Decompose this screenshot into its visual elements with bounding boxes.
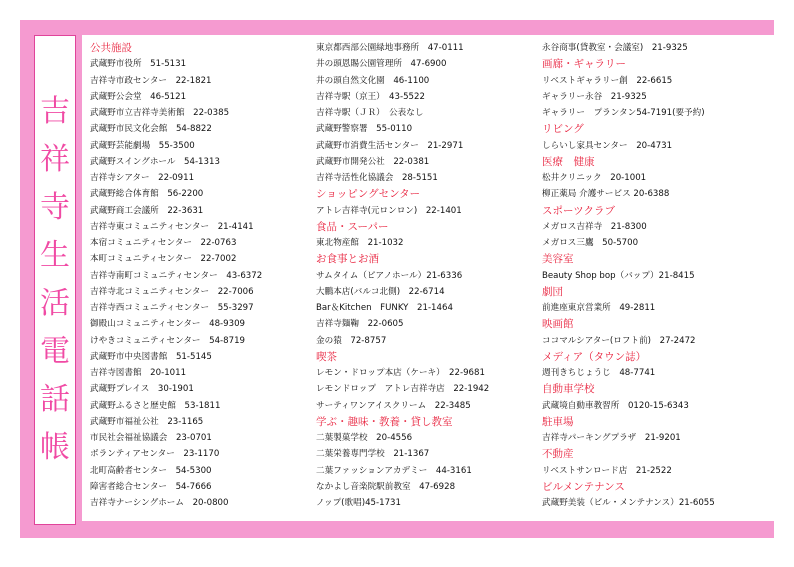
directory-entry: 吉祥寺図書館 20-1011 [90, 368, 187, 378]
directory-column-1 [90, 40, 318, 511]
directory-entry: 二葉栄養専門学校 21-1367 [316, 449, 430, 460]
category-heading: リビング [542, 123, 584, 136]
category-heading: 画廊・ギャラリー [542, 58, 626, 71]
category-heading: 医療 健康 [542, 155, 595, 168]
directory-entry: 武蔵野総合体育館 56-2200 [90, 189, 204, 200]
directory-entry: 前進座東京営業所 49-2811 [542, 303, 656, 313]
directory-entry: 武蔵野公会堂 46-5121 [90, 91, 187, 102]
directory-entry: 武蔵境自動車教習所 0120-15-6343 [542, 400, 689, 411]
directory-entry: ココマルシアター(ロフト前) 27-2472 [542, 335, 696, 346]
category-heading: スポーツクラブ [542, 204, 615, 217]
directory-entry: 吉祥寺麺鞠 22-0605 [316, 319, 404, 330]
directory-entry: 吉祥寺駅（ＪＲ） 公表なし [316, 108, 424, 118]
directory-entry: 障害者総合センター 54-7666 [90, 481, 212, 492]
directory-entry: サーティワンアイスクリーム 22-3485 [316, 400, 471, 411]
directory-entry: 柳正薬局 介護サービス 20-6388 [542, 189, 670, 200]
category-heading: 喫茶 [316, 350, 337, 363]
directory-entry: 武蔵野美装（ビル・メンテナンス）21-6055 [542, 498, 715, 508]
title-char: 活 [40, 286, 70, 321]
category-heading: 公共施設 [90, 42, 132, 54]
directory-entry: 武蔵野ふるさと歴史館 53-1811 [90, 400, 221, 411]
category-heading: 食品・スーパー [316, 220, 389, 233]
directory-entry: 武蔵野市民文化会館 54-8822 [90, 124, 212, 135]
category-heading: 不動産 [542, 448, 574, 461]
directory-entry: 武蔵野市中央図書館 51-5145 [90, 351, 212, 362]
category-heading: お食事とお酒 [316, 253, 379, 266]
directory-entry: 武蔵野市役所 51-5131 [90, 59, 187, 70]
directory-entry: 武蔵野市福祉公社 23-1165 [90, 416, 204, 427]
directory-entry: 東京都西部公園緑地事務所 47-0111 [316, 43, 464, 53]
vertical-title [34, 35, 76, 525]
directory-entry: 吉祥寺北コミュニティセンター 22-7006 [90, 286, 254, 297]
directory-entry: 東北物産館 21-1032 [316, 238, 404, 248]
directory-entry: 金の猿 72-8757 [316, 335, 387, 346]
directory-entry: 永谷商事(貸教室・会議室) 21-9325 [542, 43, 688, 53]
directory-entry: 武蔵野市開発公社 22-0381 [316, 156, 430, 167]
category-heading: 自動車学校 [542, 383, 595, 396]
directory-entry: 大鵬本店(バルコ北側) 22-6714 [316, 286, 445, 297]
directory-entry: 吉祥寺シアター 22-0911 [90, 173, 195, 183]
directory-entry: 二葉ファッションアカデミー 44-3161 [316, 465, 472, 476]
directory-entry: 御殿山コミュニティセンター 48-9309 [90, 319, 246, 330]
directory-entry: 武蔵野芸能劇場 55-3500 [90, 140, 195, 151]
title-char: 帳 [40, 430, 70, 465]
title-char: 生 [40, 238, 70, 273]
directory-entry: ボランティアセンター 23-1170 [90, 449, 220, 460]
directory-entry: 井の頭恩賜公園管理所 47-6900 [316, 59, 447, 70]
directory-entry: 吉祥寺西コミュニティセンター 55-3297 [90, 303, 254, 313]
directory-entry: 武蔵野警察署 55-0110 [316, 124, 413, 135]
directory-entry: 武蔵野市立吉祥寺美術館 22-0385 [90, 108, 230, 118]
directory-entry: サムタイム（ピアノホール）21-6336 [316, 270, 463, 281]
category-heading: 映画館 [542, 318, 574, 331]
directory-entry: 井の頭自然文化園 46-1100 [316, 75, 430, 86]
category-heading: ショッピングセンター [316, 188, 421, 201]
directory-entry: レモン・ドロップ本店（ケーキ） 22-9681 [316, 368, 485, 378]
category-heading: 学ぶ・趣味・教養・貸し教室 [316, 415, 453, 428]
title-char: 電 [40, 334, 70, 369]
directory-entry: 市民社会福祉協議会 23-0701 [90, 433, 212, 443]
directory-entry: 吉祥寺東コミュニティセンター 21-4141 [90, 221, 254, 232]
directory-entry: 本宿コミュニティセンター 22-0763 [90, 238, 237, 248]
directory-entry: リベストサンロード店 21-2522 [542, 465, 672, 476]
directory-entry: 武蔵野商工会議所 22-3631 [90, 205, 204, 216]
directory-entry: しらいし家具センター 20-4731 [542, 140, 673, 151]
category-heading: 劇団 [542, 285, 563, 298]
directory-entry: 武蔵野プレイス 30-1901 [90, 384, 194, 395]
directory-entry: メガロス三鷹 50-5700 [542, 238, 639, 248]
title-char: 寺 [40, 190, 70, 225]
category-heading: 駐車場 [542, 415, 574, 428]
directory-entry: ギャラリー プランタン54-7191(要予約) [542, 108, 705, 118]
directory-entry: 週刊きちじょうじ 48-7741 [542, 368, 656, 378]
directory-entry: 武蔵野スイングホール 54-1313 [90, 156, 220, 167]
directory-column-3 [542, 40, 770, 511]
directory-entry: 吉祥寺駅（京王） 43-5522 [316, 91, 425, 102]
directory-entry: 吉祥寺パーキングプラザ 21-9201 [542, 433, 681, 443]
directory-entry: 吉祥寺市政センター 22-1821 [90, 75, 212, 86]
directory-entry: ギャラリー永谷 21-9325 [542, 91, 647, 102]
directory-entry: 二葉製菓学校 20-4556 [316, 433, 413, 443]
directory-entry: 本町コミュニティセンター 22-7002 [90, 254, 237, 265]
directory-entry: Bar＆Kitchen FUNKY 21-1464 [316, 303, 453, 313]
directory-entry: Beauty Shop bop（バップ）21-8415 [542, 270, 695, 281]
directory-entry: 北町高齢者センター 54-5300 [90, 465, 212, 476]
directory-entry: けやきコミュニティセンター 54-8719 [90, 335, 246, 346]
directory-column-2 [316, 40, 544, 511]
title-char: 話 [40, 382, 70, 417]
directory-entry: リベストギャラリー創 22-6615 [542, 75, 673, 86]
directory-content [82, 35, 774, 521]
directory-entry: ノップ(歌唱)45-1731 [316, 498, 401, 508]
title-char: 吉 [40, 94, 70, 129]
directory-entry: 吉祥寺南町コミュニティセンター 43-6372 [90, 270, 263, 281]
category-heading: ビルメンテナンス [542, 480, 625, 493]
category-heading: メディア（タウン誌） [542, 350, 647, 363]
directory-entry: 武蔵野市消費生活センター 21-2971 [316, 140, 464, 151]
directory-entry: メガロス吉祥寺 21-8300 [542, 221, 647, 232]
category-heading: 美容室 [542, 253, 574, 266]
title-char: 祥 [40, 142, 70, 177]
directory-entry: なかよし音楽院駅前教室 47-6928 [316, 481, 456, 492]
directory-entry: 松井クリニック 20-1001 [542, 173, 647, 183]
directory-entry: レモンドロップ アトレ吉祥寺店 22-1942 [316, 384, 490, 395]
directory-entry: アトレ吉祥寺(元ロンロン) 22-1401 [316, 205, 462, 216]
directory-entry: 吉祥寺ナーシングホーム 20-0800 [90, 498, 229, 508]
directory-entry: 吉祥寺活性化協議会 28-5151 [316, 173, 438, 183]
